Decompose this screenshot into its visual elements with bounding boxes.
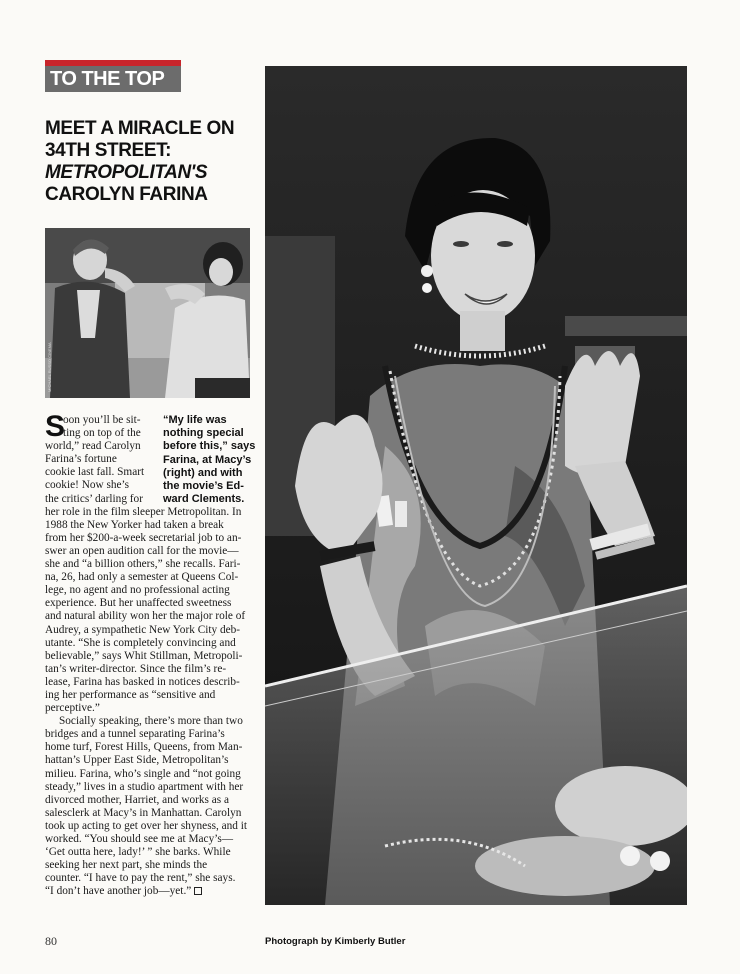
end-mark-icon bbox=[194, 887, 202, 895]
article-line: hattan’s Upper East Side, Metropolitan’s bbox=[45, 754, 229, 767]
article-line: utante. “She is completely convincing and bbox=[45, 636, 236, 649]
article-line: Farina’s fortune bbox=[45, 453, 117, 466]
article-line: bridges and a tunnel separating Farina’s bbox=[45, 728, 225, 741]
headline bbox=[45, 118, 260, 206]
article-line: Audrey, a sympathetic New York City deb- bbox=[45, 623, 241, 636]
article-line: and natural ability won her the major role of bbox=[45, 610, 246, 623]
article-line: experience. But her unaffected sweetness bbox=[45, 597, 232, 610]
main-photo-carolyn-farina bbox=[265, 66, 687, 905]
article-line: cookie last fall. Smart bbox=[45, 466, 145, 479]
headline-line-italic: METROPOLITAN'S bbox=[45, 162, 208, 183]
article-line-last bbox=[45, 885, 260, 898]
article-line: perceptive.” bbox=[45, 702, 100, 715]
article-line: home turf, Forest Hills, Queens, from Man- bbox=[45, 741, 243, 754]
caption-line: before this,” says bbox=[163, 440, 256, 453]
article-line: took up acting to get over her shyness, and it bbox=[45, 819, 248, 832]
article-line: salesclerk at Macy’s in Manhattan. Carolyn bbox=[45, 806, 242, 819]
article-line: counter. “I have to pay the rent,” she says. bbox=[45, 872, 236, 885]
headline-line: MEET A MIRACLE ON bbox=[45, 118, 235, 139]
article-line: lege, no agent and no professional acting bbox=[45, 584, 230, 597]
article-line: divorced mother, Harriet, and works as a bbox=[45, 793, 229, 806]
article-line: tan’s writer-director. Since the film’s re- bbox=[45, 662, 227, 675]
article-last-text: “I don’t have another job—yet.” bbox=[45, 885, 192, 898]
article-line: the critics’ darling for bbox=[45, 492, 143, 505]
photo-credit: Photograph by Kimberly Butler bbox=[265, 936, 406, 947]
article-line: 1988 the New Yorker had taken a break bbox=[45, 518, 224, 531]
article-line: her role in the film sleeper Metropolitan. In bbox=[45, 505, 242, 518]
caption-line: the movie’s Ed- bbox=[163, 480, 244, 493]
caption-line: nothing special bbox=[163, 427, 244, 440]
article-line: na, 26, had only a semester at Queens Col- bbox=[45, 571, 239, 584]
article-line: milieu. Farina, who’s single and “not going bbox=[45, 767, 241, 780]
inset-film-still bbox=[45, 228, 250, 398]
article-line: seeking her next part, she minds the bbox=[45, 859, 208, 872]
caption-line: (right) and with bbox=[163, 466, 243, 479]
article-body bbox=[45, 410, 260, 898]
article-line: worked. “You should see me at Macy’s— bbox=[45, 833, 234, 845]
article-line: ing her performance as “sensitive and bbox=[45, 688, 216, 701]
caption-line: “My life was bbox=[163, 414, 227, 426]
article-line: believable,” says Whit Stillman, Metropoli- bbox=[45, 649, 243, 662]
article-line: swer an open audition call for the movie— bbox=[45, 544, 239, 557]
article-line: ting on top of the bbox=[63, 427, 141, 440]
article-line: she and “a billion others,” she recalls. Fari- bbox=[45, 558, 241, 571]
article-line: Socially speaking, there’s more than two bbox=[59, 715, 243, 728]
article-line: lease, Farina has basked in notices describ- bbox=[45, 675, 240, 688]
caption-line: ward Clements. bbox=[163, 493, 245, 506]
headline-line: CAROLYN FARINA bbox=[45, 184, 208, 205]
article-line: from her $200-a-week secretarial job to an- bbox=[45, 531, 242, 544]
article-line: oon you’ll be sit- bbox=[63, 414, 141, 426]
headline-line: 34TH STREET: bbox=[45, 140, 172, 161]
caption-line: Farina, at Macy’s bbox=[163, 453, 252, 466]
page-number: 80 bbox=[45, 934, 57, 948]
article-line: steady,” lives in a studio apartment with her bbox=[45, 780, 244, 793]
article-dropcap: S bbox=[45, 410, 66, 443]
section-tag-label: TO THE TOP bbox=[45, 66, 181, 92]
inset-photo-credit: MICHAEL RUSSO CINEMA bbox=[47, 342, 52, 392]
article-line: ‘Get outta here, lady!’ ” she barks. While bbox=[45, 846, 231, 859]
article-line: cookie! Now she’s bbox=[45, 479, 130, 492]
article-line: world,” read Carolyn bbox=[45, 440, 141, 453]
section-tag bbox=[45, 60, 181, 92]
